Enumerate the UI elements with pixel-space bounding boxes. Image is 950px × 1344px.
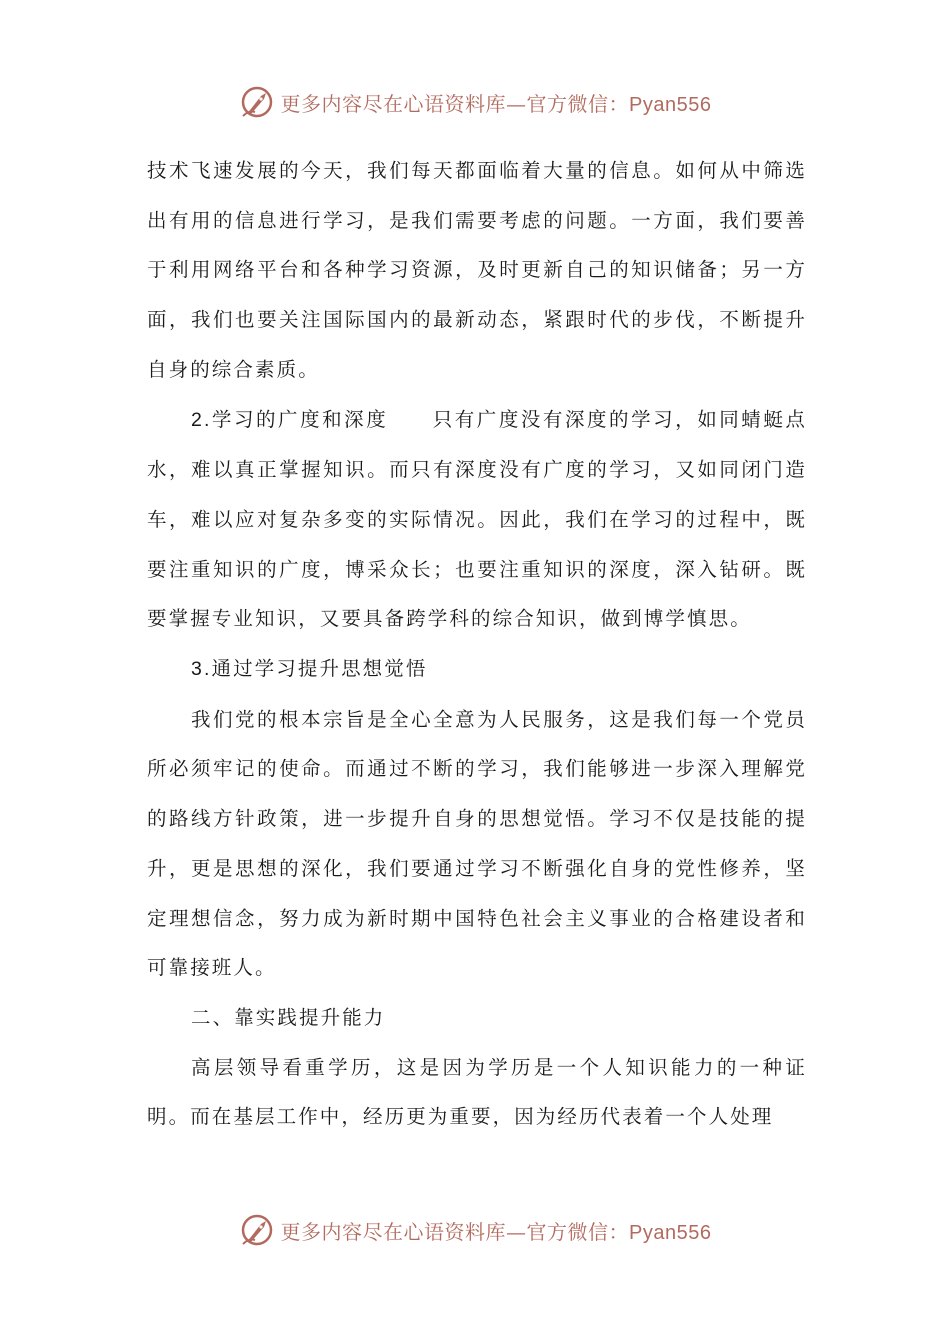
paragraph-1: 技术飞速发展的今天，我们每天都面临着大量的信息。如何从中筛选出有用的信息进行学习，是我们需要考虑的问题。一方面，我们要善于利用网络平台和各种学习资源，及时更新自己的知识储备；另一方面，我们也要关注国际国内的最新动态，紧跟时代的步伐，不断提升自身的综合素质。 xyxy=(147,159,807,381)
section-3-heading: 通过学习提升思想觉悟 xyxy=(211,657,428,681)
section-2-number: 2. xyxy=(191,408,212,431)
section-3-number: 3. xyxy=(191,658,212,681)
chapter-2-heading: 二、靠实践提升能力 xyxy=(191,1005,386,1029)
header-banner-label: 更多内容尽在心语资料库—官方微信： xyxy=(280,91,630,116)
section-2-paragraph xyxy=(147,395,807,645)
section-3-text: 我们党的根本宗旨是全心全意为人民服务，这是我们每一个党员所必须牢记的使命。而通过不断的学习，我们能够进一步深入理解党的路线方针政策，进一步提升自身的思想觉悟。学习不仅是技能的提升，更是思想的深化，我们要通过学习不断强化自身的党性修养，坚定理想信念，努力成为新时期中国特色社会主义事业的合格建设者和可靠接班人。 xyxy=(147,707,807,980)
header-banner-text xyxy=(281,88,712,117)
section-2-text: 只有广度没有深度的学习，如同蜻蜓点水，难以真正掌握知识。而只有深度没有广度的学习，又如同闭门造车，难以应对复杂多变的实际情况。因此，我们在学习的过程中，既要注重知识的广度，博采众长；也要注重知识的深度，深入钻研。既要掌握专业知识，又要具备跨学科的综合知识，做到博学慎思。 xyxy=(147,407,807,631)
pen-nib-logo-icon xyxy=(239,1212,275,1248)
footer-banner-label: 更多内容尽在心语资料库—官方微信： xyxy=(280,1219,630,1244)
document-body xyxy=(147,146,807,1142)
header-banner xyxy=(0,80,950,124)
footer-banner-text xyxy=(281,1216,712,1245)
chapter-2-text: 高层领导看重学历，这是因为学历是一个人知识能力的一种证明。而在基层工作中，经历更为重要，因为经历代表着一个人处理 xyxy=(147,1055,807,1129)
pen-nib-logo-icon xyxy=(239,84,275,120)
section-3-heading-line xyxy=(147,644,807,695)
footer-banner xyxy=(0,1208,950,1252)
footer-banner-brand: Pyan556 xyxy=(629,1221,712,1244)
header-banner-brand: Pyan556 xyxy=(629,93,712,116)
section-2-heading: 学习的广度和深度 xyxy=(211,407,389,431)
